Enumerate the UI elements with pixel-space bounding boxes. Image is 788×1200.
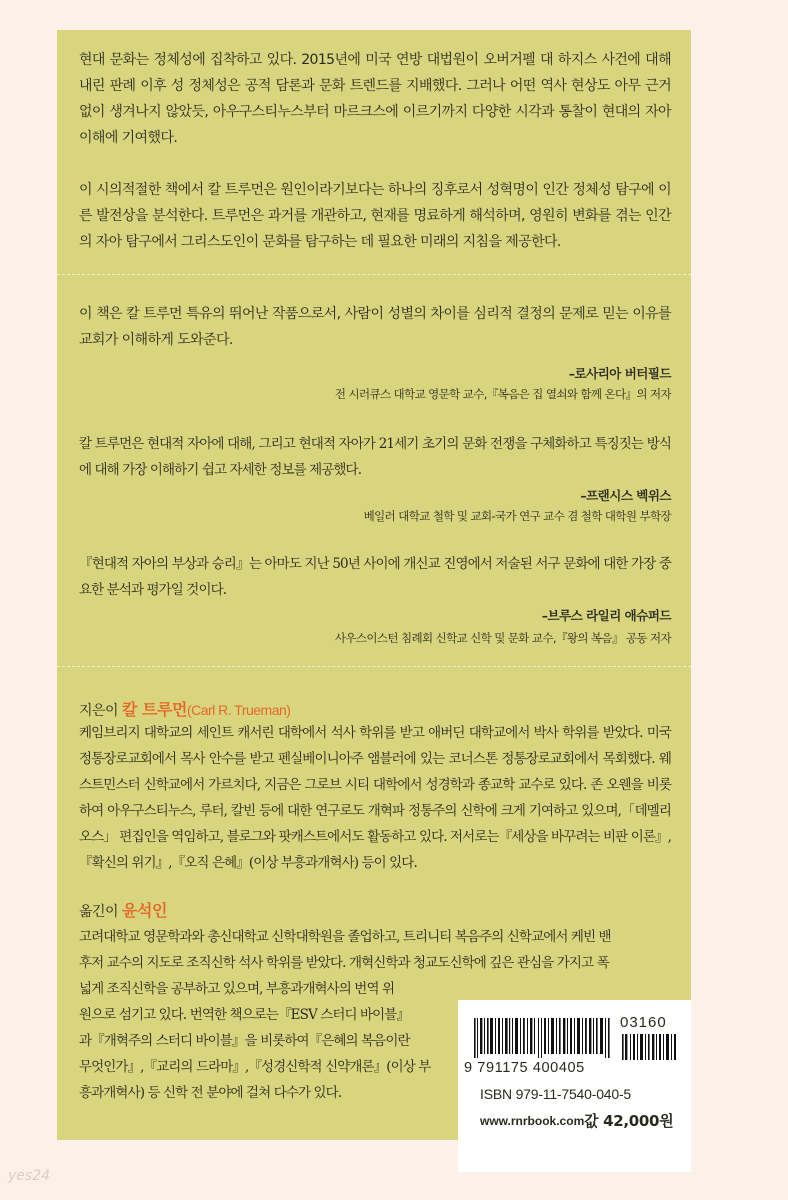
intro-paragraph-2: 이 시의적절한 책에서 칼 트루먼은 원인이라기보다는 하나의 징후로서 성혁명이 인간 정체성 탐구에 이른 발전상을 분석한다. 트루먼은 과거를 개관하고, 현재를 명료하게 해석하며, 영원히 변화를 겪는 인간의 자아 탐구에서 그리스도인이 문화를 탐구하는 데 필요한 미래의 지침을 제공한다. — [79, 182, 671, 250]
endorsement-quote-1: 이 책은 칼 트루먼 특유의 뛰어난 작품으로서, 사람이 성별의 차이를 심리적 결정의 문제로 믿는 이유를 교회가 이해하게 도와준다. — [79, 306, 671, 348]
endorsement-desc-3: 사우스이스턴 침례회 신학교 신학 및 문화 교수,『왕의 복음』 공동 저자 — [334, 631, 671, 645]
endorsement-desc-2: 베일러 대학교 철학 및 교회-국가 연구 교수 겸 철학 대학원 부학장 — [363, 509, 671, 523]
translator-bio-line: 흥과개혁사) 등 신학 전 분야에 걸쳐 다수가 있다. — [79, 1085, 342, 1101]
price: 값 42,000원 — [584, 1112, 674, 1130]
author-heading — [79, 697, 290, 720]
price-code: 03160 — [620, 1014, 667, 1031]
watermark: yes24 — [8, 1168, 51, 1184]
barcode-box — [458, 1000, 691, 1172]
barcode-bars — [474, 1018, 612, 1058]
endorsement-name-1: –로사리아 버터필드 — [568, 366, 671, 381]
translator-bio-line: 원으로 섬기고 있다. 번역한 책으로는『ESV 스터디 바이블』 — [79, 1007, 410, 1023]
translator-bio-line: 고려대학교 영문학과와 총신대학교 신학대학원을 졸업하고, 트리니티 복음주의 신학교에서 케빈 밴 — [79, 929, 611, 945]
endorsement-name-2: –프랜시스 벡위스 — [580, 488, 671, 503]
publisher-website: www.rnrbook.com — [480, 1114, 585, 1128]
endorsement-quote-3: 『현대적 자아의 부상과 승리』는 아마도 지난 50년 사이에 개신교 진영에서 저술된 서구 문화에 대한 가장 중요한 분석과 평가일 것이다. — [79, 556, 671, 598]
translator-bio-line: 넓게 조직신학을 공부하고 있으며, 부흥과개혁사의 번역 위 — [79, 981, 395, 997]
endorsement-desc-1: 전 시러큐스 대학교 영문학 교수,『복음은 집 열쇠와 함께 온다』의 저자 — [334, 387, 671, 401]
isbn: ISBN 979-11-7540-040-5 — [480, 1086, 631, 1102]
translator-bio-line: 무엇인가』,『교리의 드라마』,『성경신학적 신약개론』(이상 부 — [79, 1059, 431, 1075]
barcode-digits: 9 791175 400405 — [464, 1060, 585, 1076]
endorsement-name-3: –브루스 라일리 애슈퍼드 — [541, 608, 671, 623]
translator-name: 윤석인 — [122, 901, 167, 920]
translator-bio-line: 후저 교수의 지도로 조직신학 석사 학위를 받았다. 개혁신학과 청교도신학에 깊은 관심을 가지고 폭 — [79, 955, 609, 971]
author-role: 지은이 — [79, 703, 119, 719]
translator-heading — [79, 898, 167, 921]
divider — [57, 274, 691, 275]
translator-bio-line: 과『개혁주의 스터디 바이블』을 비롯하여『은혜의 복음이란 — [79, 1033, 410, 1049]
divider — [57, 666, 691, 667]
author-latin-name: (Carl R. Trueman) — [186, 702, 291, 718]
author-bio: 케임브리지 대학교의 세인트 캐서린 대학에서 석사 학위를 받고 애버딘 대학교에서 박사 학위를 받았다. 미국 정통장로교회에서 목사 안수를 받고 펜실베이니아주 앰블러에 있는 코너스톤 정통장로교회에서 목회했다. 웨스트민스터 신학교에서 가르치다, 지금은 그로브 시티 대학에서 성경학과 종교학 교수로 있다. 존 오웬을 비롯하여 아우구스티누스, 루터, 칼빈 등에 대한 연구로도 개혁파 정통주의 신학에 크게 기여하고 있으며,「데멜리오스」 편집인을 역임하고, 블로그와 팟캐스트에서도 활동하고 있다. 저서로는『세상을 바꾸려는 비판 이론』,『확신의 위기』,『오직 은혜』(이상 부흥과개혁사) 등이 있다. — [79, 725, 671, 871]
intro-paragraph-1: 현대 문화는 정체성에 집착하고 있다. 2015년에 미국 연방 대법원이 오버거펠 대 하지스 사건에 대해 내린 판례 이후 성 정체성은 공적 담론과 문화 트렌드를 지배했다. 그러나 어떤 역사 현상도 아무 근거 없이 생겨나지 않았듯, 아우구스티누스부터 마르크스에 이르기까지 다양한 시각과 통찰이 현대의 자아 이해에 기여했다. — [79, 52, 671, 146]
translator-role: 옮긴이 — [79, 904, 119, 920]
addon-barcode-bars — [622, 1034, 677, 1060]
author-name: 칼 트루먼 — [122, 700, 187, 719]
back-cover-panel — [57, 30, 691, 1140]
endorsement-quote-2: 칼 트루먼은 현대적 자아에 대해, 그리고 현대적 자아가 21세기 초기의 문화 전쟁을 구체화하고 특징짓는 방식에 대해 가장 이해하기 쉽고 자세한 정보를 제공했다. — [79, 436, 671, 478]
